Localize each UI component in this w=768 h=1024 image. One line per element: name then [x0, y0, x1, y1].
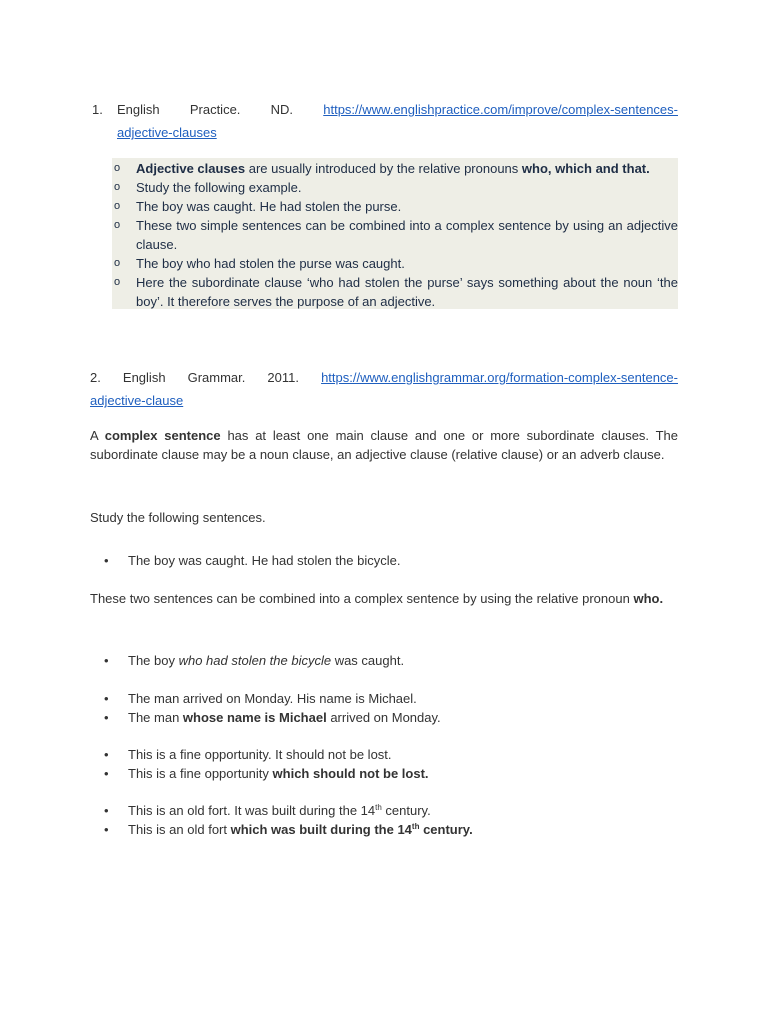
paragraph-combined: These two sentences can be combined into a complex sentence by using the relative pronoun who. [90, 591, 664, 606]
reference-link[interactable]: https://www.englishpractice.com/improve/complex-sentences- [323, 102, 678, 117]
bullet-icon: • [104, 822, 109, 837]
list-item: o Here the subordinate clause ‘who had stolen the purse’ says something about the noun ‘the boy’. It therefore serves the purpose of an adjective. [114, 275, 678, 309]
list-item: • This is an old fort which was built during the 14th century. [104, 822, 473, 837]
reference-1 [92, 98, 678, 144]
bullet-icon: • [104, 766, 109, 781]
reference-number: 1. [92, 102, 103, 117]
circle-bullet-icon: o [114, 162, 121, 174]
reference-2 [90, 366, 678, 412]
list-item: o Adjective clauses are usually introduced by the relative pronouns who, which and that. [114, 161, 650, 176]
circle-bullet-icon: o [114, 181, 121, 193]
example-list [90, 551, 678, 570]
example-list [90, 801, 678, 839]
circle-bullet-icon: o [114, 276, 121, 288]
list-item: • The man arrived on Monday. His name is Michael. [104, 691, 417, 706]
circle-bullet-icon: o [114, 257, 121, 269]
bullet-icon: • [104, 553, 109, 568]
reference-line [117, 98, 678, 121]
reference-number: 2. [90, 370, 101, 385]
example-list [90, 689, 678, 727]
list-item: • This is a fine opportunity which should not be lost. [104, 766, 429, 781]
example-list [90, 651, 678, 670]
list-item: o The boy who had stolen the purse was caught. [114, 256, 405, 271]
list-item: • This is a fine opportunity. It should not be lost. [104, 747, 392, 762]
reference-source: English Practice. ND. [117, 102, 294, 117]
circle-bullet-icon: o [114, 219, 121, 231]
bullet-icon: • [104, 803, 109, 818]
bullet-icon: • [104, 691, 109, 706]
list-item: • The boy was caught. He had stolen the bicycle. [104, 553, 401, 568]
reference-link[interactable]: https://www.englishgrammar.org/formation-complex-sentence- [321, 370, 678, 385]
paragraph-complex-sentence: A complex sentence has at least one main clause and one or more subordinate clauses. The subordinate clause may be a noun clause, an adjective clause (relative clause) or an adverb clause. [90, 428, 678, 462]
bullet-icon: • [104, 747, 109, 762]
bullet-icon: • [104, 710, 109, 725]
reference-link-continuation[interactable]: adjective-clause [90, 393, 184, 408]
list-item: • The boy who had stolen the bicycle was caught. [104, 653, 405, 668]
circle-bullet-icon: o [114, 200, 121, 212]
list-item: o The boy was caught. He had stolen the purse. [114, 199, 402, 214]
reference-source: English Grammar. 2011. [122, 370, 299, 385]
reference-link-continuation[interactable]: adjective-clauses [117, 125, 217, 140]
example-list [90, 745, 678, 783]
paragraph-study: Study the following sentences. [90, 510, 266, 525]
list-item: o Study the following example. [114, 180, 302, 195]
list-item: o These two simple sentences can be combined into a complex sentence by using an adjective clause. [114, 218, 678, 252]
shaded-notes-box [112, 158, 678, 309]
bullet-icon: • [104, 653, 109, 668]
list-item: • This is an old fort. It was built during the 14th century. [104, 803, 431, 818]
list-item: • The man whose name is Michael arrived on Monday. [104, 710, 441, 725]
